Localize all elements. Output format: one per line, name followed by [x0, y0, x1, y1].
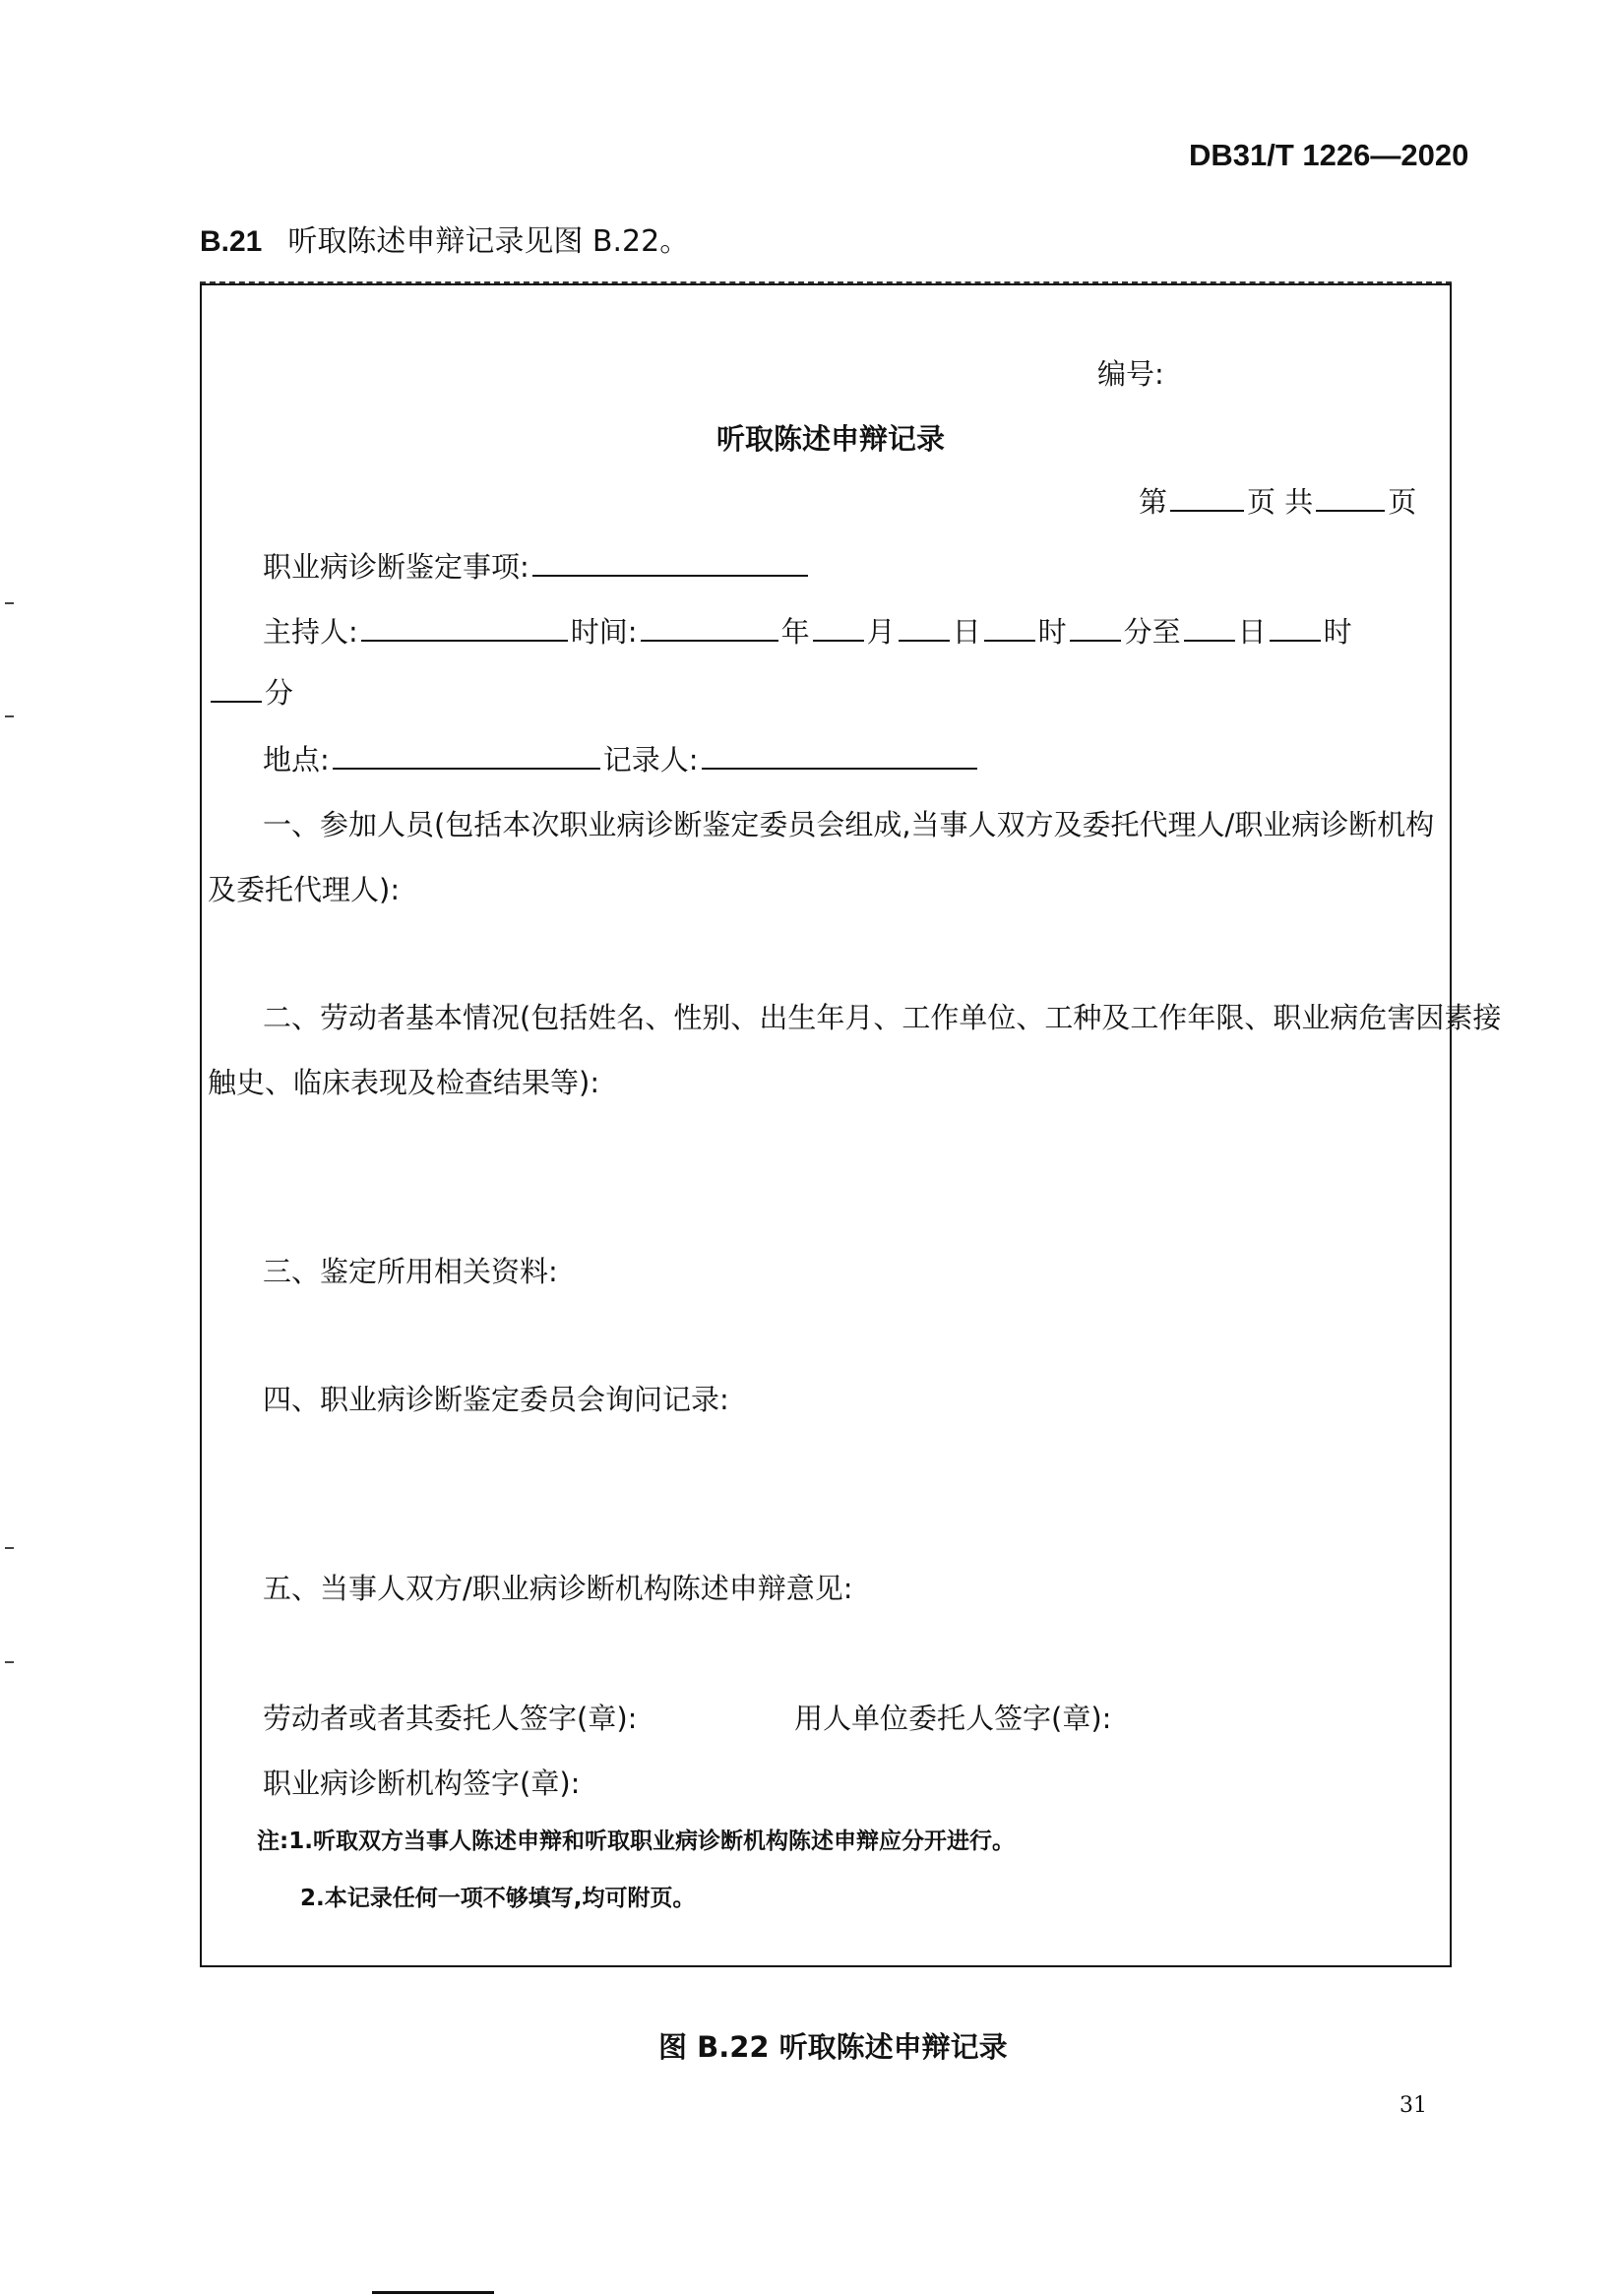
end-minute-unit: 分 — [265, 676, 294, 710]
section2-line2: 触史、临床表现及检查结果等): — [208, 1066, 600, 1099]
clause-text: 听取陈述申辩记录见图 B.22。 — [287, 224, 690, 259]
time-label: 时间: — [570, 615, 638, 649]
minute-field[interactable] — [1070, 614, 1121, 642]
scan-mark — [5, 1547, 14, 1549]
page-number: 31 — [1399, 2093, 1427, 2118]
figure-caption: 图 B.22 听取陈述申辩记录 — [658, 2030, 1008, 2064]
scan-mark — [5, 1661, 14, 1663]
end-day-field[interactable] — [1184, 614, 1235, 642]
end-hour-field[interactable] — [1270, 614, 1321, 642]
host-label: 主持人: — [263, 615, 358, 649]
month-unit: 月 — [866, 615, 896, 649]
section3: 三、鉴定所用相关资料: — [263, 1255, 558, 1288]
serial-number-label: 编号: — [1097, 357, 1164, 391]
host-time-row — [263, 610, 1352, 651]
section1-line1: 一、参加人员(包括本次职业病诊断鉴定委员会组成,当事人双方及委托代理人/职业病诊断机构 — [263, 808, 1435, 841]
page-count — [1139, 480, 1416, 521]
matter-row — [263, 545, 811, 586]
clause-heading — [200, 217, 689, 260]
page-prefix: 第 — [1139, 485, 1168, 519]
end-day-unit: 日 — [1237, 615, 1267, 649]
sign-employer: 用人单位委托人签字(章): — [794, 1702, 1112, 1735]
note-1: 注:1.听取双方当事人陈述申辩和听取职业病诊断机构陈述申辩应分开进行。 — [257, 1829, 1015, 1854]
host-field[interactable] — [361, 614, 568, 642]
recorder-label: 记录人: — [602, 743, 699, 776]
year-field[interactable] — [641, 614, 778, 642]
minute-to-unit: 分至 — [1123, 615, 1181, 649]
scan-mark — [5, 715, 14, 717]
record-form-frame — [200, 283, 1502, 1967]
place-label: 地点: — [263, 743, 330, 776]
end-minute-row — [208, 671, 293, 712]
bottom-rule — [372, 2291, 494, 2294]
month-field[interactable] — [813, 614, 864, 642]
page-suffix: 页 — [1388, 485, 1417, 519]
page-blank[interactable] — [1170, 484, 1244, 512]
total-pages-blank[interactable] — [1316, 484, 1385, 512]
place-field[interactable] — [333, 742, 600, 770]
year-unit: 年 — [780, 615, 810, 649]
end-minute-field[interactable] — [211, 675, 262, 703]
section2-line1: 二、劳动者基本情况(包括姓名、性别、出生年月、工作单位、工种及工作年限、职业病危害因素接 — [263, 1001, 1502, 1034]
sign-worker: 劳动者或者其委托人签字(章): — [263, 1702, 638, 1735]
scan-mark — [5, 602, 14, 604]
section5: 五、当事人双方/职业病诊断机构陈述申辩意见: — [263, 1572, 853, 1605]
page-mid: 页 共 — [1247, 485, 1314, 519]
hour-unit: 时 — [1037, 615, 1067, 649]
section4: 四、职业病诊断鉴定委员会询问记录: — [263, 1383, 729, 1416]
matter-label: 职业病诊断鉴定事项: — [263, 550, 529, 584]
matter-field[interactable] — [532, 549, 808, 577]
section1-line2: 及委托代理人): — [208, 873, 401, 906]
end-hour-unit: 时 — [1323, 615, 1352, 649]
form-title: 听取陈述申辩记录 — [716, 422, 946, 456]
place-recorder-row — [263, 738, 980, 778]
day-unit: 日 — [952, 615, 981, 649]
day-field[interactable] — [899, 614, 950, 642]
standard-number: DB31/T 1226—2020 — [1189, 138, 1469, 172]
note-2: 2.本记录任何一项不够填写,均可附页。 — [300, 1886, 696, 1911]
sign-institution: 职业病诊断机构签字(章): — [263, 1767, 581, 1800]
hour-field[interactable] — [984, 614, 1035, 642]
recorder-field[interactable] — [702, 742, 977, 770]
clause-number: B.21 — [200, 225, 263, 258]
